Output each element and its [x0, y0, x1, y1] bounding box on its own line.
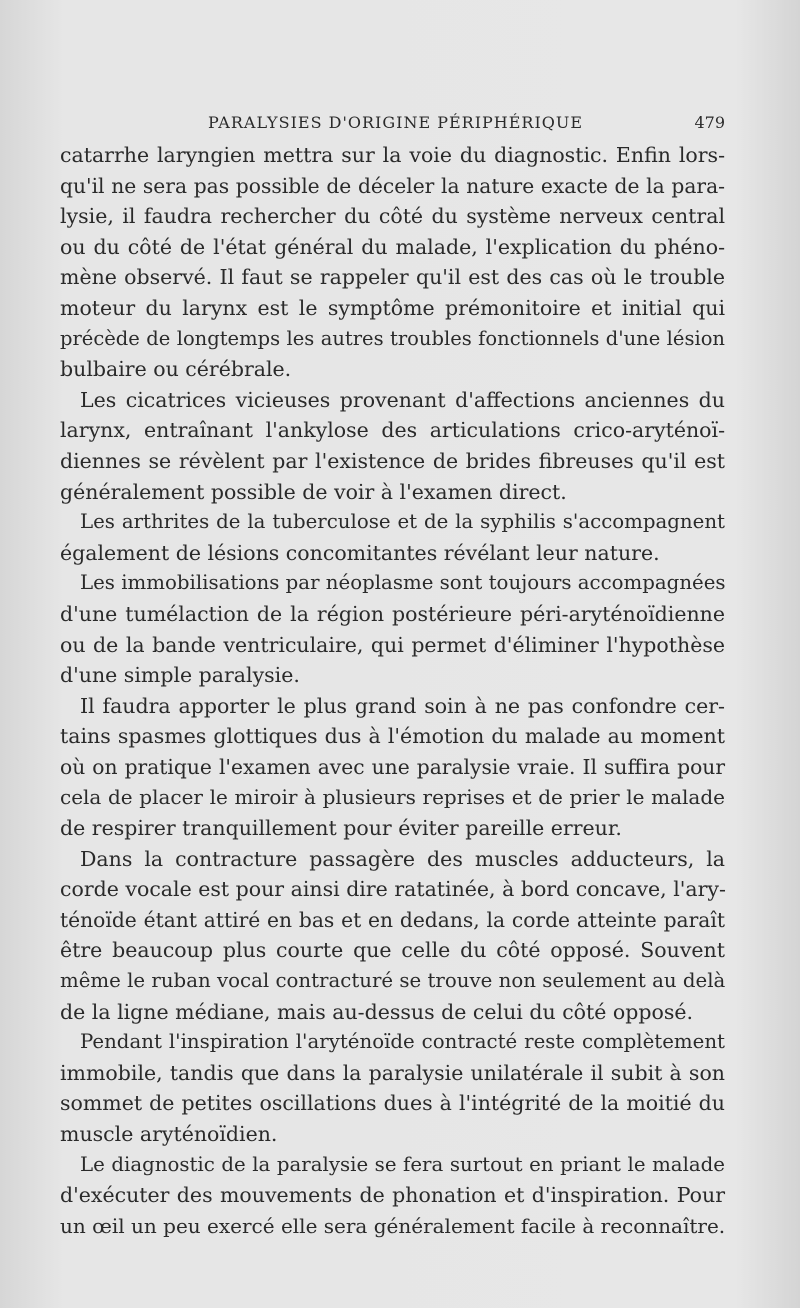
text-line: d'exécuter des mouvements de phonation et d'inspiration. Pour — [60, 1183, 725, 1208]
text-line: larynx, entraînant l'ankylose des articulations crico-aryténoï- — [60, 418, 725, 443]
text-line: où on pratique l'examen avec une paralysie vraie. Il suffira pour — [60, 754, 725, 779]
body-text — [60, 140, 725, 1241]
paragraph — [60, 1150, 725, 1242]
text-line: même le ruban vocal contracturé se trouve non seulement au delà — [60, 969, 726, 993]
text-line: Les arthrites de la tuberculose et de la syphilis s'accompagnent — [80, 510, 725, 534]
text-line: sommet de petites oscillations dues à l'intégrité de la moitié du — [60, 1091, 725, 1116]
text-line: immobile, tandis que dans la paralysie unilatérale il subit à son — [60, 1060, 725, 1085]
text-line: un œil un peu exercé elle sera généralement facile à reconnaître. — [60, 1213, 726, 1238]
text-line: lysie, il faudra rechercher du côté du système nerveux central — [60, 204, 725, 229]
text-line: d'une simple paralysie. — [60, 663, 300, 688]
text-line: précède de longtemps les autres troubles fonctionnels d'une lésion — [60, 326, 725, 350]
text-line: moteur du larynx est le symptôme prémonitoire et initial qui — [60, 295, 725, 320]
paragraph — [60, 140, 725, 385]
text-line: être beaucoup plus courte que celle du côté opposé. Souvent — [60, 938, 725, 963]
text-line: Pendant l'inspiration l'aryténoïde contracté reste complètement — [80, 1030, 725, 1054]
text-line: cela de placer le miroir à plusieurs reprises et de prier le malade — [60, 785, 725, 810]
text-line: de la ligne médiane, mais au-dessus de celui du côté opposé. — [60, 999, 693, 1024]
text-line: Il faudra apporter le plus grand soin à ne pas confondre cer- — [80, 693, 725, 718]
page-number: 479 — [694, 113, 725, 132]
text-line: ou du côté de l'état général du malade, l'explication du phéno- — [60, 234, 725, 259]
text-line: ou de la bande ventriculaire, qui permet d'éliminer l'hypothèse — [60, 632, 725, 657]
paragraph — [60, 691, 725, 844]
text-line: catarrhe laryngien mettra sur la voie du diagnostic. Enfin lors- — [60, 143, 725, 167]
text-line: mène observé. Il faut se rappeler qu'il est des cas où le trouble — [60, 265, 725, 290]
text-line: de respirer tranquillement pour éviter pareille erreur. — [60, 816, 622, 841]
text-line: d'une tumélaction de la région postérieure péri-aryténoïdienne — [60, 601, 725, 626]
text-line: Les immobilisations par néoplasme sont toujours accompagnées — [80, 571, 726, 595]
text-line: diennes se révèlent par l'existence de brides fibreuses qu'il est — [60, 448, 725, 473]
text-line: Les cicatrices vicieuses provenant d'affections anciennes du — [80, 387, 725, 412]
text-line: tains spasmes glottiques dus à l'émotion du malade au moment — [60, 724, 725, 749]
running-title: PARALYSIES D'ORIGINE PÉRIPHÉRIQUE — [208, 113, 584, 132]
paragraph — [60, 1027, 725, 1149]
running-head — [60, 113, 725, 137]
paragraph — [60, 507, 725, 568]
text-line: généralement possible de voir à l'examen direct. — [60, 479, 567, 504]
text-line: bulbaire ou cérébrale. — [60, 357, 292, 382]
text-line: Le diagnostic de la paralysie se fera surtout en priant le malade — [80, 1152, 725, 1176]
text-line: Dans la contracture passagère des muscles adducteurs, la — [80, 846, 725, 871]
text-line: corde vocale est pour ainsi dire ratatinée, à bord concave, l'ary- — [60, 877, 726, 902]
text-line: également de lésions concomitantes révélant leur nature. — [60, 540, 660, 565]
text-line: ténoïde étant attiré en bas et en dedans, la corde atteinte paraît — [60, 907, 725, 932]
paragraph — [60, 385, 725, 507]
paragraph — [60, 844, 725, 1028]
paragraph — [60, 568, 725, 690]
text-line: qu'il ne sera pas possible de déceler la nature exacte de la para- — [60, 173, 725, 198]
text-line: muscle aryténoïdien. — [60, 1122, 278, 1146]
